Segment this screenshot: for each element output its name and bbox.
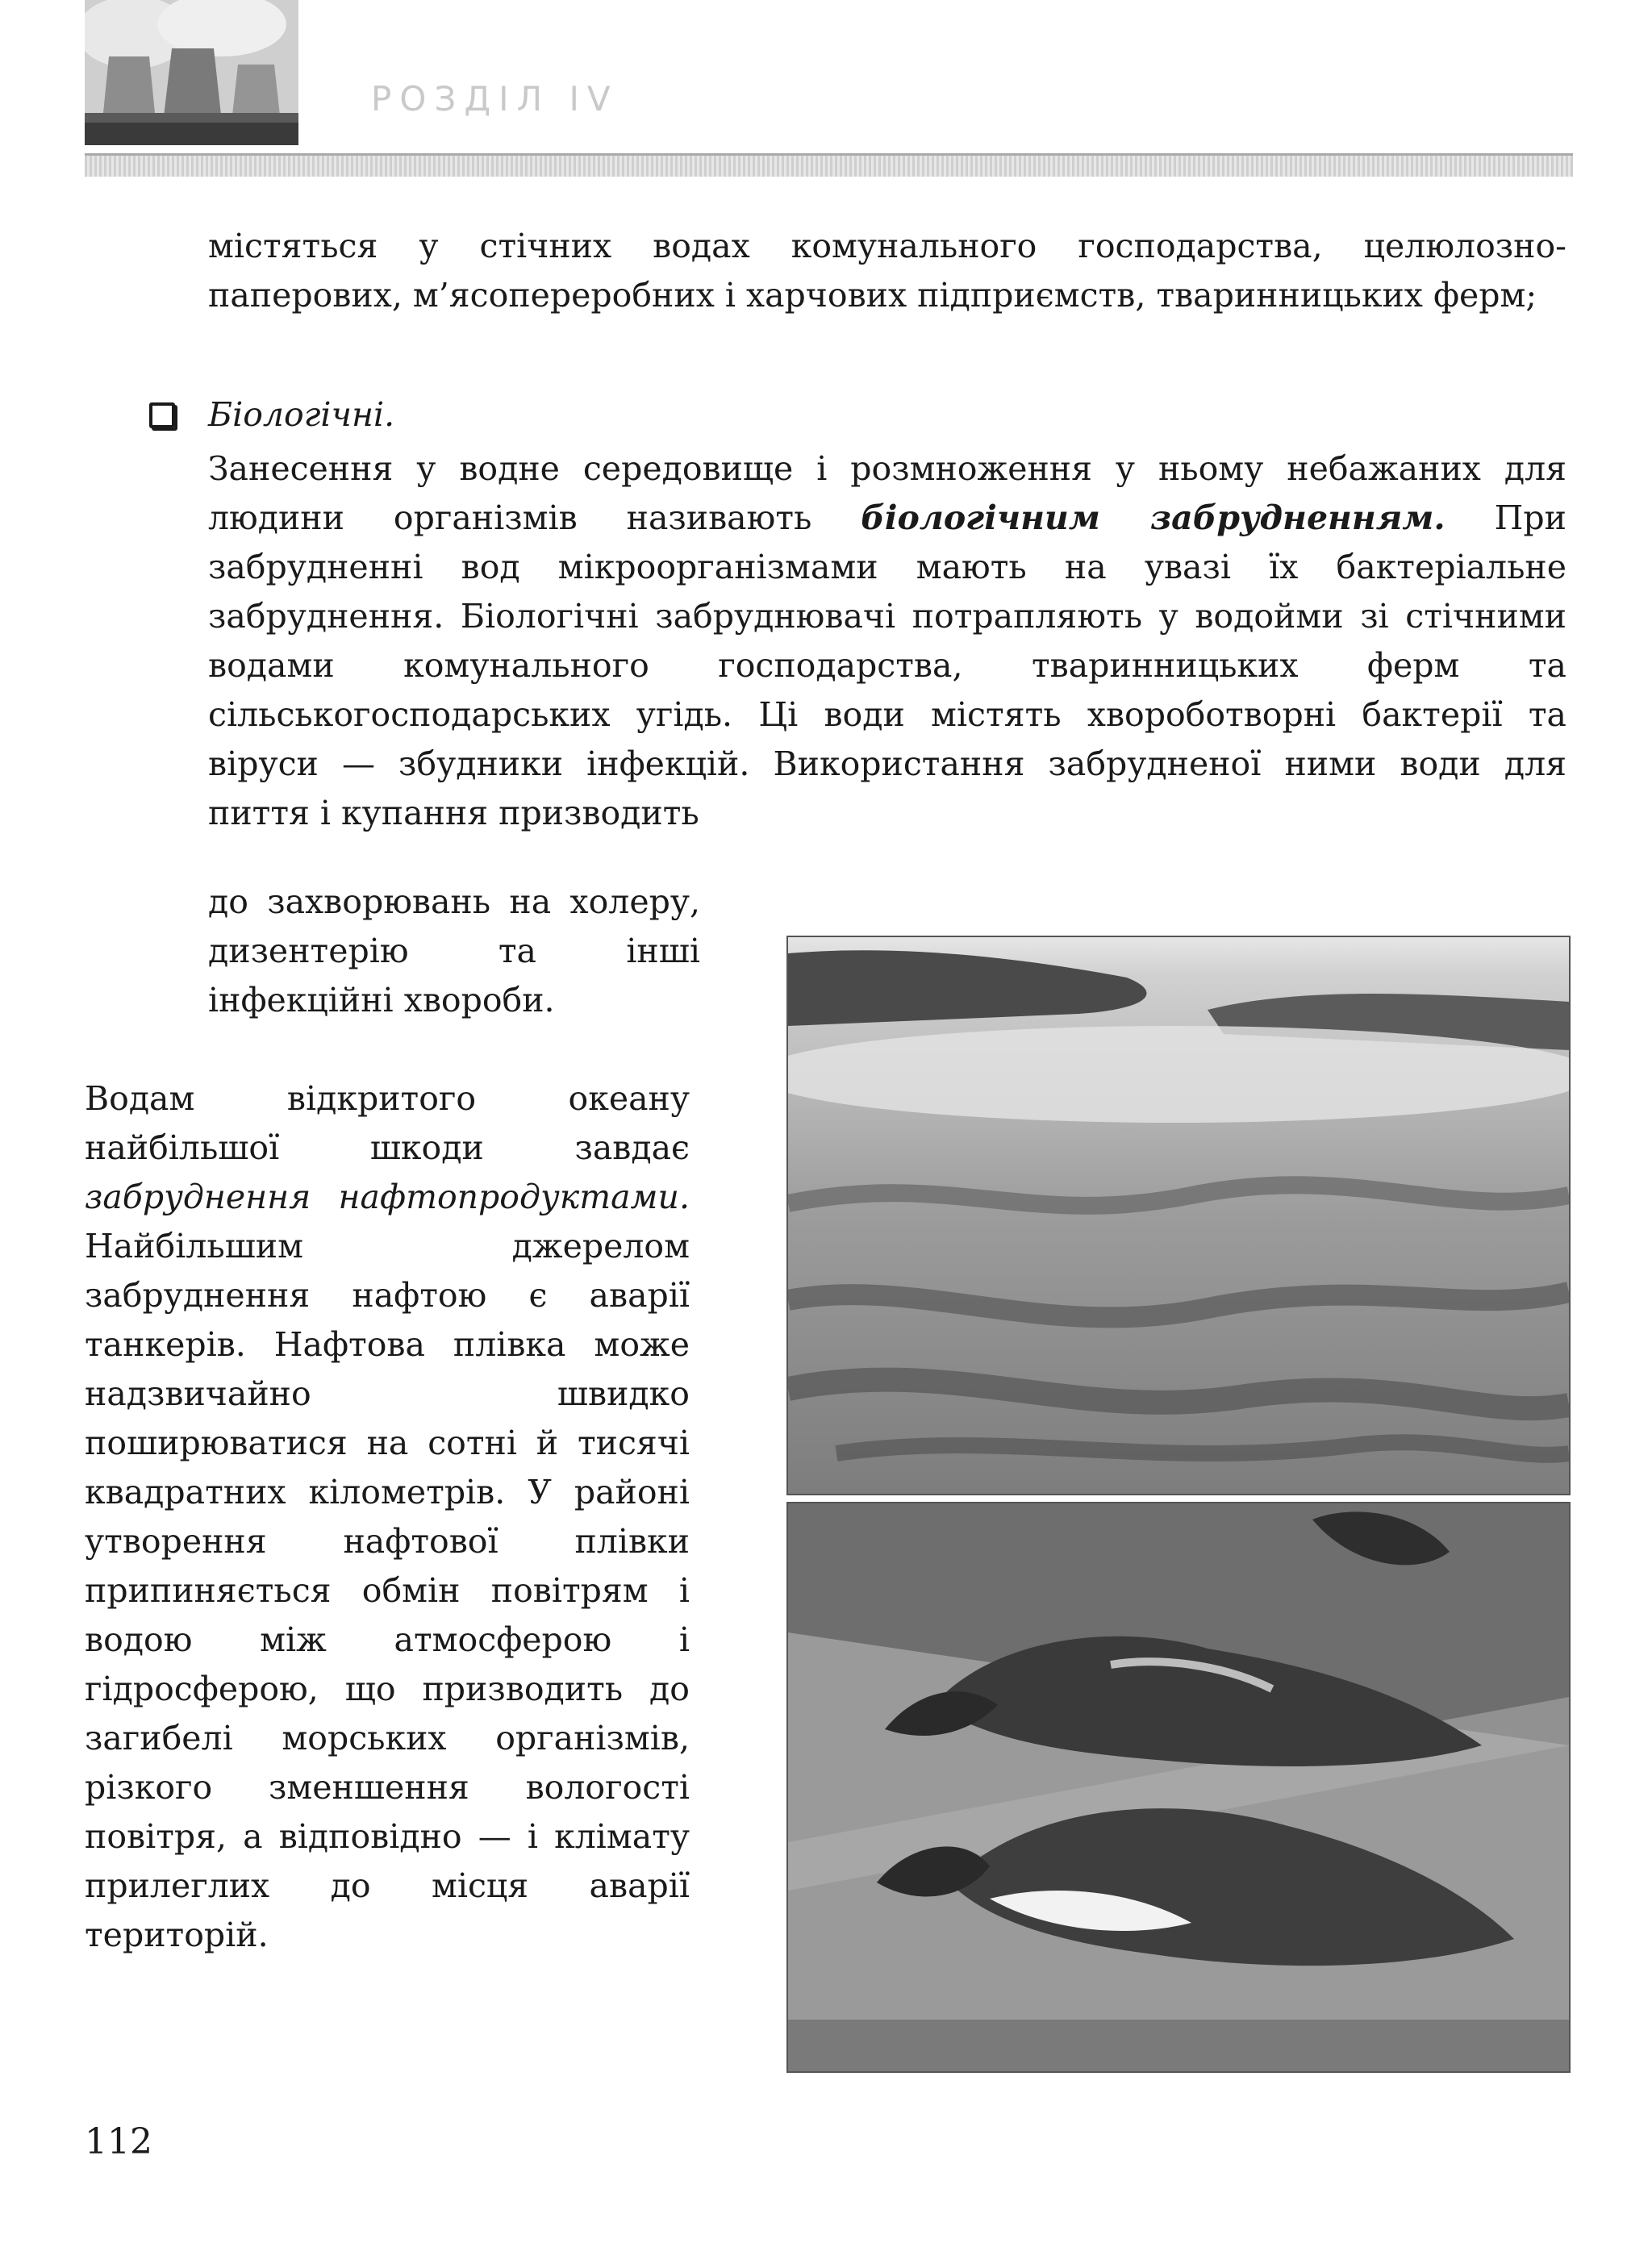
biological-paragraph <box>208 444 1566 838</box>
continued-paragraph: містяться у стічних водах комунального господарства, целюлозно-паперових, м’ясопереробних і харчових підприємств, тваринницьких ферм; <box>208 227 1566 315</box>
bio-text-1: Занесення у водне середовище і розмноження у ньому небажаних для людини організмів називають <box>208 449 1566 537</box>
oil-spill-photo <box>786 936 1571 1495</box>
oil-text-2: Найбільшим джерелом забруднення нафтою є аварії танкерів. Нафтова плівка може надзвичайно швидко поширюватися на сотні й тисячі квадратних кілометрів. У районі утворення нафтової плівки припиняється обмін повітрям і водою між атмосферою і гідросферою, що призводить до загибелі морських організмів, різкого зменшення вологості повітря, а відповідно — і клімату прилеглих до місця аварії територій. <box>85 1227 690 1954</box>
oil-text-1: Водам відкритого океану найбільшої шкоди завдає <box>85 1079 690 1167</box>
page-number: 112 <box>85 2121 152 2162</box>
bio-term: біологічним забрудненням. <box>861 498 1446 537</box>
biological-paragraph-end: до захворювань на холеру, дизентерію та інші інфекційні хвороби. <box>208 882 700 1019</box>
oiled-birds-photo <box>786 1502 1571 2073</box>
oil-term: забруднення нафтопродуктами. <box>85 1178 690 1216</box>
header-rule <box>85 153 1573 177</box>
bullet-title: Біологічні. <box>208 395 395 434</box>
checkbox-bullet-icon <box>149 402 175 428</box>
power-plant-photo <box>85 0 298 145</box>
oil-paragraph <box>85 1074 690 1960</box>
section-label: РОЗДІЛ IV <box>371 79 619 119</box>
bio-text-2: При забрудненні вод мікроорганізмами мають на увазі їх бактеріальне забруднення. Біологічні забруднювачі потрапляють у водойми зі стічними водами комунального господарства, тваринницьких ферм та сільськогосподарських угідь. Ці води містять хвороботворні бактерії та віруси — збудники інфекцій. Використання забрудненої ними води для пиття і купання призводить <box>208 498 1566 832</box>
